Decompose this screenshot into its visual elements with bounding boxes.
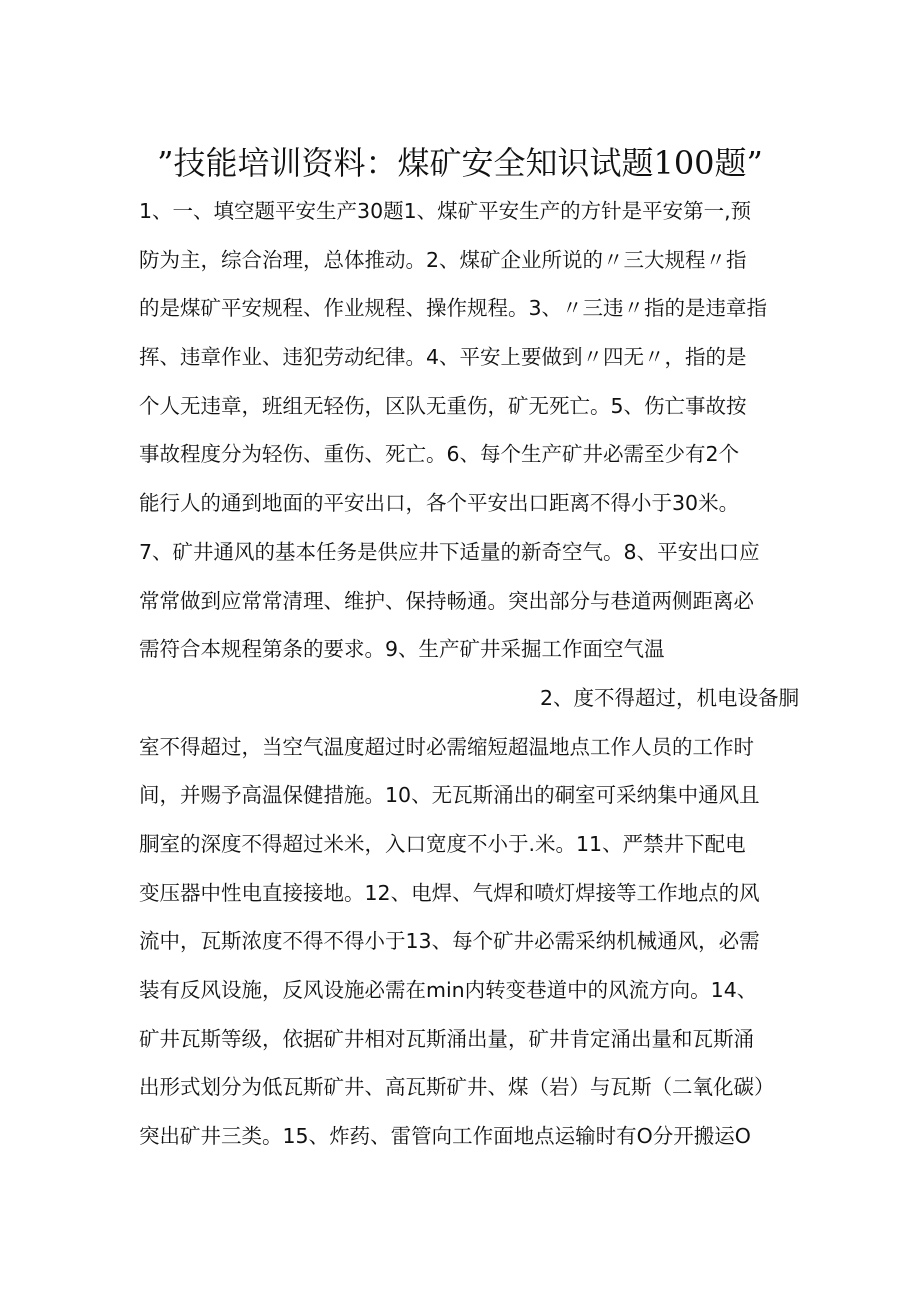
body-line: 个人无违章，班组无轻伤，区队无重伤，矿无死亡。5、伤亡事故按 <box>139 393 747 418</box>
body-line: 流中，瓦斯浓度不得不得小于13、每个矿井必需采纳机械通风，必需 <box>139 929 760 954</box>
body-line: 间，并赐予高温保健措施。10、无瓦斯涌出的硐室可采纳集中通风且 <box>139 783 760 808</box>
body-line: 常常做到应常常清理、维护、保持畅通。突出部分与巷道两侧距离必 <box>139 588 754 613</box>
body-line: 需符合本规程第条的要求。9、生产矿井采掘工作面空气温 <box>139 637 665 662</box>
body-line: 出形式划分为低瓦斯矿井、高瓦斯矿井、煤（岩）与瓦斯（二氧化碳） <box>139 1075 775 1100</box>
body-line: 能行人的通到地面的平安出口，各个平安出口距离不得小于30米。 <box>139 491 740 516</box>
body-line-right-aligned: 2、度不得超过，机电设备胴 <box>539 685 799 710</box>
body-line: 7、矿井通风的基本任务是供应井下适量的新奇空气。8、平安出口应 <box>139 539 760 564</box>
body-line: 矿井瓦斯等级，依据矿井相对瓦斯涌出量，矿井肯定涌出量和瓦斯涌 <box>139 1026 754 1051</box>
body-line: 防为主，综合治理，总体推动。2、煤矿企业所说的〃三大规程〃指 <box>139 247 747 272</box>
body-line: 胴室的深度不得超过米米，入口宽度不小于.米。11、严禁井下配电 <box>139 831 746 856</box>
body-line: 事故程度分为轻伤、重伤、死亡。6、每个生产矿井必需至少有2个 <box>139 442 740 467</box>
document-body <box>139 187 799 1161</box>
body-line: 室不得超过，当空气温度超过时必需缩短超温地点工作人员的工作时 <box>139 734 754 759</box>
body-line: 突出矿井三类。15、炸药、雷管向工作面地点运输时有O分开搬运O <box>139 1124 751 1149</box>
document-title: ”技能培训资料：煤矿安全知识试题100题” <box>157 144 763 182</box>
body-line: 挥、违章作业、违犯劳动纪律。4、平安上要做到〃四无〃，指的是 <box>139 345 747 370</box>
body-line: 1、一、填空题平安生产30题1、煤矿平安生产的方针是平安第一,预 <box>139 199 752 223</box>
body-line: 的是煤矿平安规程、作业规程、操作规程。3、〃三违〃指的是违章指 <box>139 296 768 321</box>
body-line: 装有反风设施，反风设施必需在min内转变巷道中的风流方向。14、 <box>139 978 758 1002</box>
body-line: 变压器中性电直接接地。12、电焊、气焊和喷灯焊接等工作地点的风 <box>139 880 760 905</box>
